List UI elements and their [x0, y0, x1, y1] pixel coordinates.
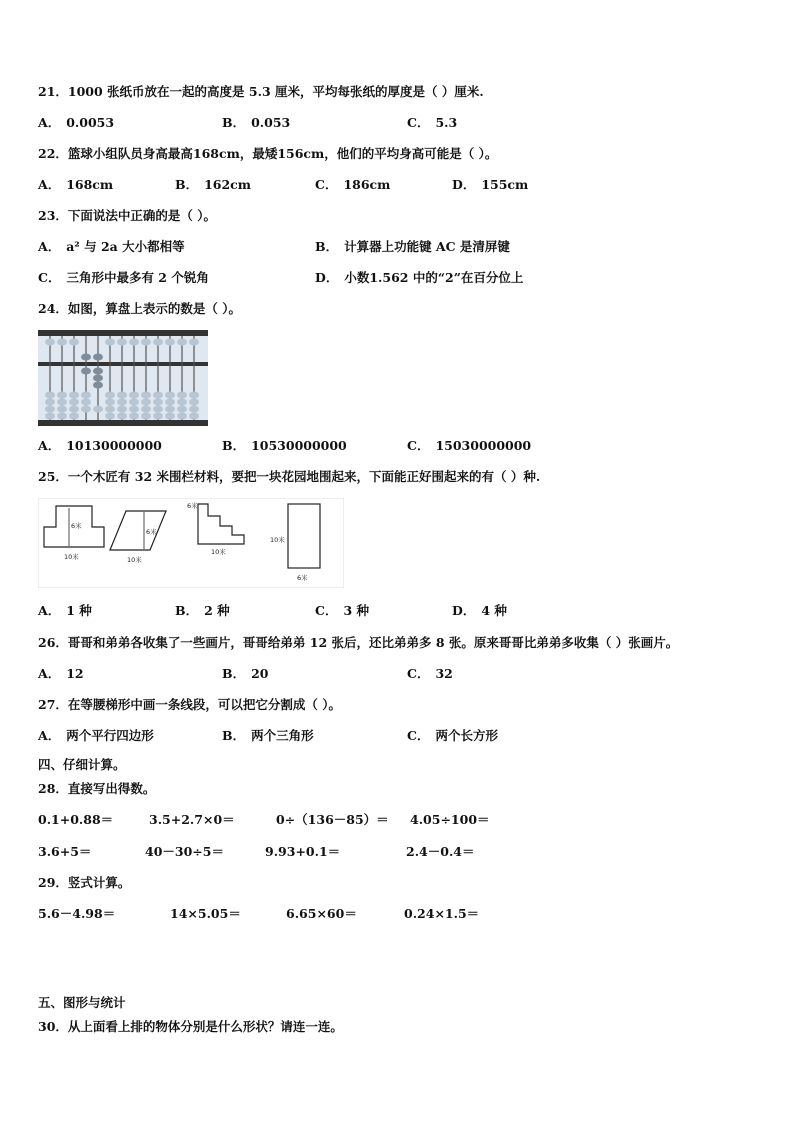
q21-option-c[interactable]: [407, 115, 457, 131]
q29-item: 14×5.05＝: [170, 906, 241, 921]
q27-option-c[interactable]: [407, 728, 498, 744]
abacus-image: [38, 330, 208, 426]
q27-option-a[interactable]: [38, 728, 154, 744]
q28-stem: 28．直接写出得数。: [38, 781, 156, 796]
option-label: B．: [222, 115, 246, 130]
option-label: C．: [407, 115, 430, 130]
option-label: C．: [315, 603, 338, 618]
option-label: B．: [175, 603, 199, 618]
fig-label-4: 10米: [127, 556, 142, 564]
fence-shapes-figure: [38, 498, 344, 588]
option-text: 162cm: [204, 177, 252, 192]
option-text: 两个平行四边形: [66, 728, 154, 743]
q23-option-d[interactable]: [315, 270, 523, 286]
q29-item: 0.24×1.5＝: [404, 906, 480, 921]
option-text: 计算器上功能键 AC 是清屏键: [344, 239, 510, 254]
q24-stem: 24．如图，算盘上表示的数是（ ）。: [38, 301, 241, 316]
q26-option-b[interactable]: [222, 666, 268, 682]
option-text: 5.3: [435, 115, 458, 130]
q27-option-b[interactable]: [222, 728, 314, 744]
section-4-title: 四、仔细计算。: [38, 757, 126, 772]
q29-item: 5.6－4.98＝: [38, 906, 116, 921]
q28-item: 4.05÷100＝: [410, 812, 490, 827]
q26-stem: 26．哥哥和弟弟各收集了一些画片，哥哥给弟弟 12 张后，还比弟弟多 8 张。原来哥哥比弟弟多收集（ ）张画片。: [38, 635, 679, 650]
option-text: 2 种: [204, 603, 230, 618]
option-text: 12: [66, 666, 84, 681]
option-text: 两个长方形: [435, 728, 498, 743]
option-text: 两个三角形: [251, 728, 314, 743]
q23-stem: 23．下面说法中正确的是（ ）。: [38, 208, 216, 223]
q28-item: 9.93+0.1＝: [265, 844, 341, 859]
q21-stem: 21．1000 张纸币放在一起的高度是 5.3 厘米，平均每张纸的厚度是（ ）厘米.: [38, 84, 484, 99]
q29-item: 6.65×60＝: [286, 906, 357, 921]
option-text: 168cm: [66, 177, 114, 192]
q26-option-a[interactable]: [38, 666, 84, 682]
option-label: C．: [407, 728, 430, 743]
option-text: 10530000000: [251, 438, 347, 453]
q25-option-c[interactable]: [315, 603, 369, 619]
q28-item: 3.5+2.7×0＝: [149, 812, 235, 827]
option-text: 20: [251, 666, 269, 681]
q24-option-c[interactable]: [407, 438, 531, 454]
q27-stem: 27．在等腰梯形中画一条线段，可以把它分割成（ ）。: [38, 697, 341, 712]
option-text: a² 与 2a 大小都相等: [66, 239, 185, 254]
option-label: B．: [175, 177, 199, 192]
q22-option-d[interactable]: [452, 177, 528, 193]
q22-option-a[interactable]: [38, 177, 113, 193]
q22-option-c[interactable]: [315, 177, 390, 193]
fig-label-7: 10米: [270, 536, 285, 544]
q25-option-d[interactable]: [452, 603, 507, 619]
q28-item: 3.6+5＝: [38, 844, 92, 859]
q21-option-b[interactable]: [222, 115, 290, 131]
option-text: 0.0053: [66, 115, 115, 130]
option-label: C．: [315, 177, 338, 192]
option-label: A．: [38, 666, 61, 681]
option-label: A．: [38, 177, 61, 192]
option-label: B．: [222, 438, 246, 453]
fig-label-5: 6米: [187, 502, 198, 510]
q25-stem: 25．一个木匠有 32 米围栏材料，要把一块花园地围起来，下面能正好围起来的有（ ）种.: [38, 469, 541, 484]
fig-label-3: 6米: [146, 528, 157, 536]
option-text: 小数1.562 中的“2”在百分位上: [344, 270, 524, 285]
q26-option-c[interactable]: [407, 666, 453, 682]
option-text: 三角形中最多有 2 个锐角: [66, 270, 209, 285]
q24-option-a[interactable]: [38, 438, 162, 454]
option-text: 186cm: [343, 177, 391, 192]
q23-option-b[interactable]: [315, 239, 510, 255]
fig-label-1: 6米: [71, 522, 82, 530]
q28-item: 0÷（136－85）＝: [276, 812, 389, 827]
option-label: C．: [407, 666, 430, 681]
option-label: A．: [38, 115, 61, 130]
option-label: D．: [452, 603, 476, 618]
option-text: 10130000000: [66, 438, 162, 453]
q28-item: 0.1+0.88＝: [38, 812, 114, 827]
option-label: A．: [38, 728, 61, 743]
option-text: 15030000000: [435, 438, 532, 453]
option-label: A．: [38, 603, 61, 618]
option-label: C．: [407, 438, 430, 453]
option-label: C．: [38, 270, 61, 285]
option-text: 155cm: [481, 177, 529, 192]
option-text: 0.053: [251, 115, 291, 130]
option-label: B．: [315, 239, 339, 254]
option-label: B．: [222, 666, 246, 681]
q29-stem: 29．竖式计算。: [38, 875, 131, 890]
section-5-title: 五、图形与统计: [38, 995, 126, 1010]
option-label: D．: [315, 270, 339, 285]
option-text: 4 种: [481, 603, 507, 618]
option-text: 3 种: [343, 603, 370, 618]
q30-stem: 30．从上面看上排的物体分别是什么形状？请连一连。: [38, 1019, 343, 1034]
fig-label-2: 10米: [64, 553, 79, 561]
option-label: A．: [38, 438, 61, 453]
q28-item: 40－30÷5＝: [145, 844, 224, 859]
q23-option-c[interactable]: [38, 270, 209, 286]
fig-label-8: 6米: [297, 574, 308, 582]
fig-label-6: 10米: [211, 548, 226, 556]
option-label: B．: [222, 728, 246, 743]
option-text: 1 种: [66, 603, 92, 618]
q25-option-b[interactable]: [175, 603, 230, 619]
q28-item: 2.4－0.4＝: [406, 844, 475, 859]
option-label: D．: [452, 177, 476, 192]
q25-option-a[interactable]: [38, 603, 92, 619]
q23-option-a[interactable]: [38, 239, 185, 255]
q22-stem: 22．篮球小组队员身高最高168cm，最矮156cm，他们的平均身高可能是（ ）。: [38, 146, 498, 161]
q21-option-a[interactable]: [38, 115, 114, 131]
q24-option-b[interactable]: [222, 438, 347, 454]
q22-option-b[interactable]: [175, 177, 251, 193]
option-text: 32: [435, 666, 453, 681]
option-label: A．: [38, 239, 61, 254]
